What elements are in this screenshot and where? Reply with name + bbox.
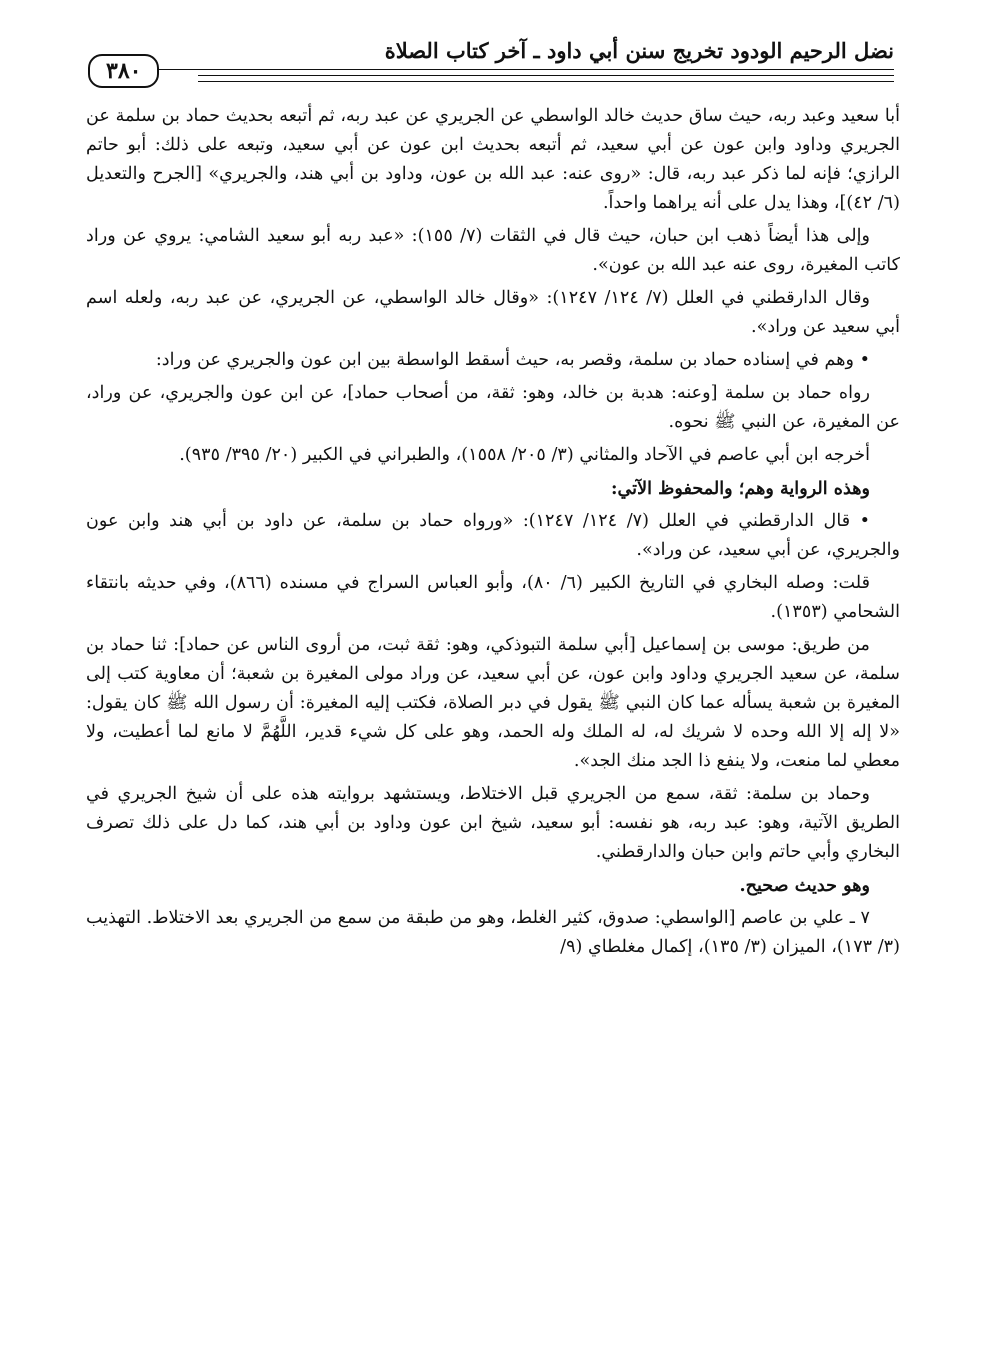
paragraph-10: من طريق: موسى بن إسماعيل [أبي سلمة التبوذكي، وهو: ثقة ثبت، من أروى الناس عن حماد]: ثنا حماد بن سلمة، عن سعيد الجريري وداود وابن عون، عن أبي سعيد، عن وراد مولى المغيرة بن شعبة؛ أن معاوية كتب إلى المغيرة بن شعبة يسأله عما كان النبي ﷺ يقول في دبر الصلاة، فكتب إليه المغيرة: أن رسول الله ﷺ كان يقول: «لا إله إلا الله وحده لا شريك له، له الملك وله الحمد، وهو على كل شيء قدير، اللَّهُمَّ لا مانع لما أعطيت، ولا معطي لما منعت، ولا ينفع ذا الجد منك الجد». [86, 635, 900, 771]
page-number: ٣٨٠ [88, 54, 159, 88]
paragraph-1: أبا سعيد وعبد ربه، حيث ساق حديث خالد الواسطي عن الجريري عن عبد ربه، ثم أتبعه بحديث حماد بن سلمة عن الجريري وداود وابن عون عن أبي سعيد، ثم أتبعه بحديث ابن عون عن أبي سعيد، وتبعه على ذلك: أبو حاتم الرازي؛ فإنه لما ذكر عبد ربه، قال: «روى عنه: عبد الله بن عون، وداود بن أبي هند، والجريري» [الجرح والتعديل (٦/ ٤٢)]، وهذا يدل على أنه يراهما واحداً. [86, 106, 900, 213]
paragraph-3: وقال الدارقطني في العلل (٧/ ١٢٤/ ١٢٤٧): «وقال خالد الواسطي، عن الجريري، عن عبد ربه، ولعله اسم أبي سعيد عن وراد». [86, 288, 900, 337]
header-rule-top [88, 69, 894, 70]
paragraph-6: أخرجه ابن أبي عاصم في الآحاد والمثاني (٣/ ٢٠٥/ ١٥٥٨)، والطبراني في الكبير (٢٠/ ٣٩٥/ ٩٣٥). [179, 445, 870, 465]
paragraph-4: • وهم في إسناده حماد بن سلمة، وقصر به، حيث أسقط الواسطة بين ابن عون والجريري عن وراد: [155, 350, 870, 370]
running-title: نضل الرحيم الودود تخريج سنن أبي داود ـ آخر كتاب الصلاة [384, 38, 894, 63]
header-rule-bottom [198, 81, 894, 82]
paragraph-8: • قال الدارقطني في العلل (٧/ ١٢٤/ ١٢٤٧): «ورواه حماد بن سلمة، عن داود بن أبي هند وابن عون والجريري، عن أبي سعيد، عن وراد». [86, 511, 900, 560]
paragraph-13: ٧ ـ علي بن عاصم [الواسطي: صدوق، كثير الغلط، وهو من طبقة من سمع من الجريري بعد الاختلاط. التهذيب (٣/ ١٧٣)، الميزان (٣/ ١٣٥)، إكمال مغلطاي (٩/ [86, 908, 900, 957]
paragraph-2: وإلى هذا أيضاً ذهب ابن حبان، حيث قال في الثقات (٧/ ١٥٥): «عبد ربه أبو سعيد الشامي: يروي عن وراد كاتب المغيرة، روى عنه عبد الله بن عون». [86, 226, 900, 275]
paragraph-9: قلت: وصله البخاري في التاريخ الكبير (٦/ ٨٠)، وأبو العباس السراج في مسنده (٨٦٦)، وفي حديثه بانتقاء الشحامي (١٣٥٣). [86, 573, 900, 622]
paragraph-7: وهذه الرواية وهم؛ والمحفوظ الآتي: [611, 478, 870, 499]
paragraph-11: وحماد بن سلمة: ثقة، سمع من الجريري قبل الاختلاط، ويستشهد بروايته هذه على أن شيخ الجريري في الطريق الآتية، وهو: عبد ربه، هو نفسه: أبو سعيد، شيخ ابن عون وداود بن أبي هند، كما دل على ذلك تصرف البخاري وأبي حاتم وابن حبان والدارقطني. [86, 784, 900, 862]
paragraph-12: وهو حديث صحيح. [739, 875, 870, 896]
header-rule-middle [198, 75, 894, 76]
paragraph-5: رواه حماد بن سلمة [وعنه: هدبة بن خالد، وهو: ثقة، من أصحاب حماد]، عن ابن عون والجريري، عن وراد، عن المغيرة، عن النبي ﷺ نحوه. [86, 383, 900, 432]
page-body [86, 102, 900, 966]
page-header [88, 28, 894, 98]
